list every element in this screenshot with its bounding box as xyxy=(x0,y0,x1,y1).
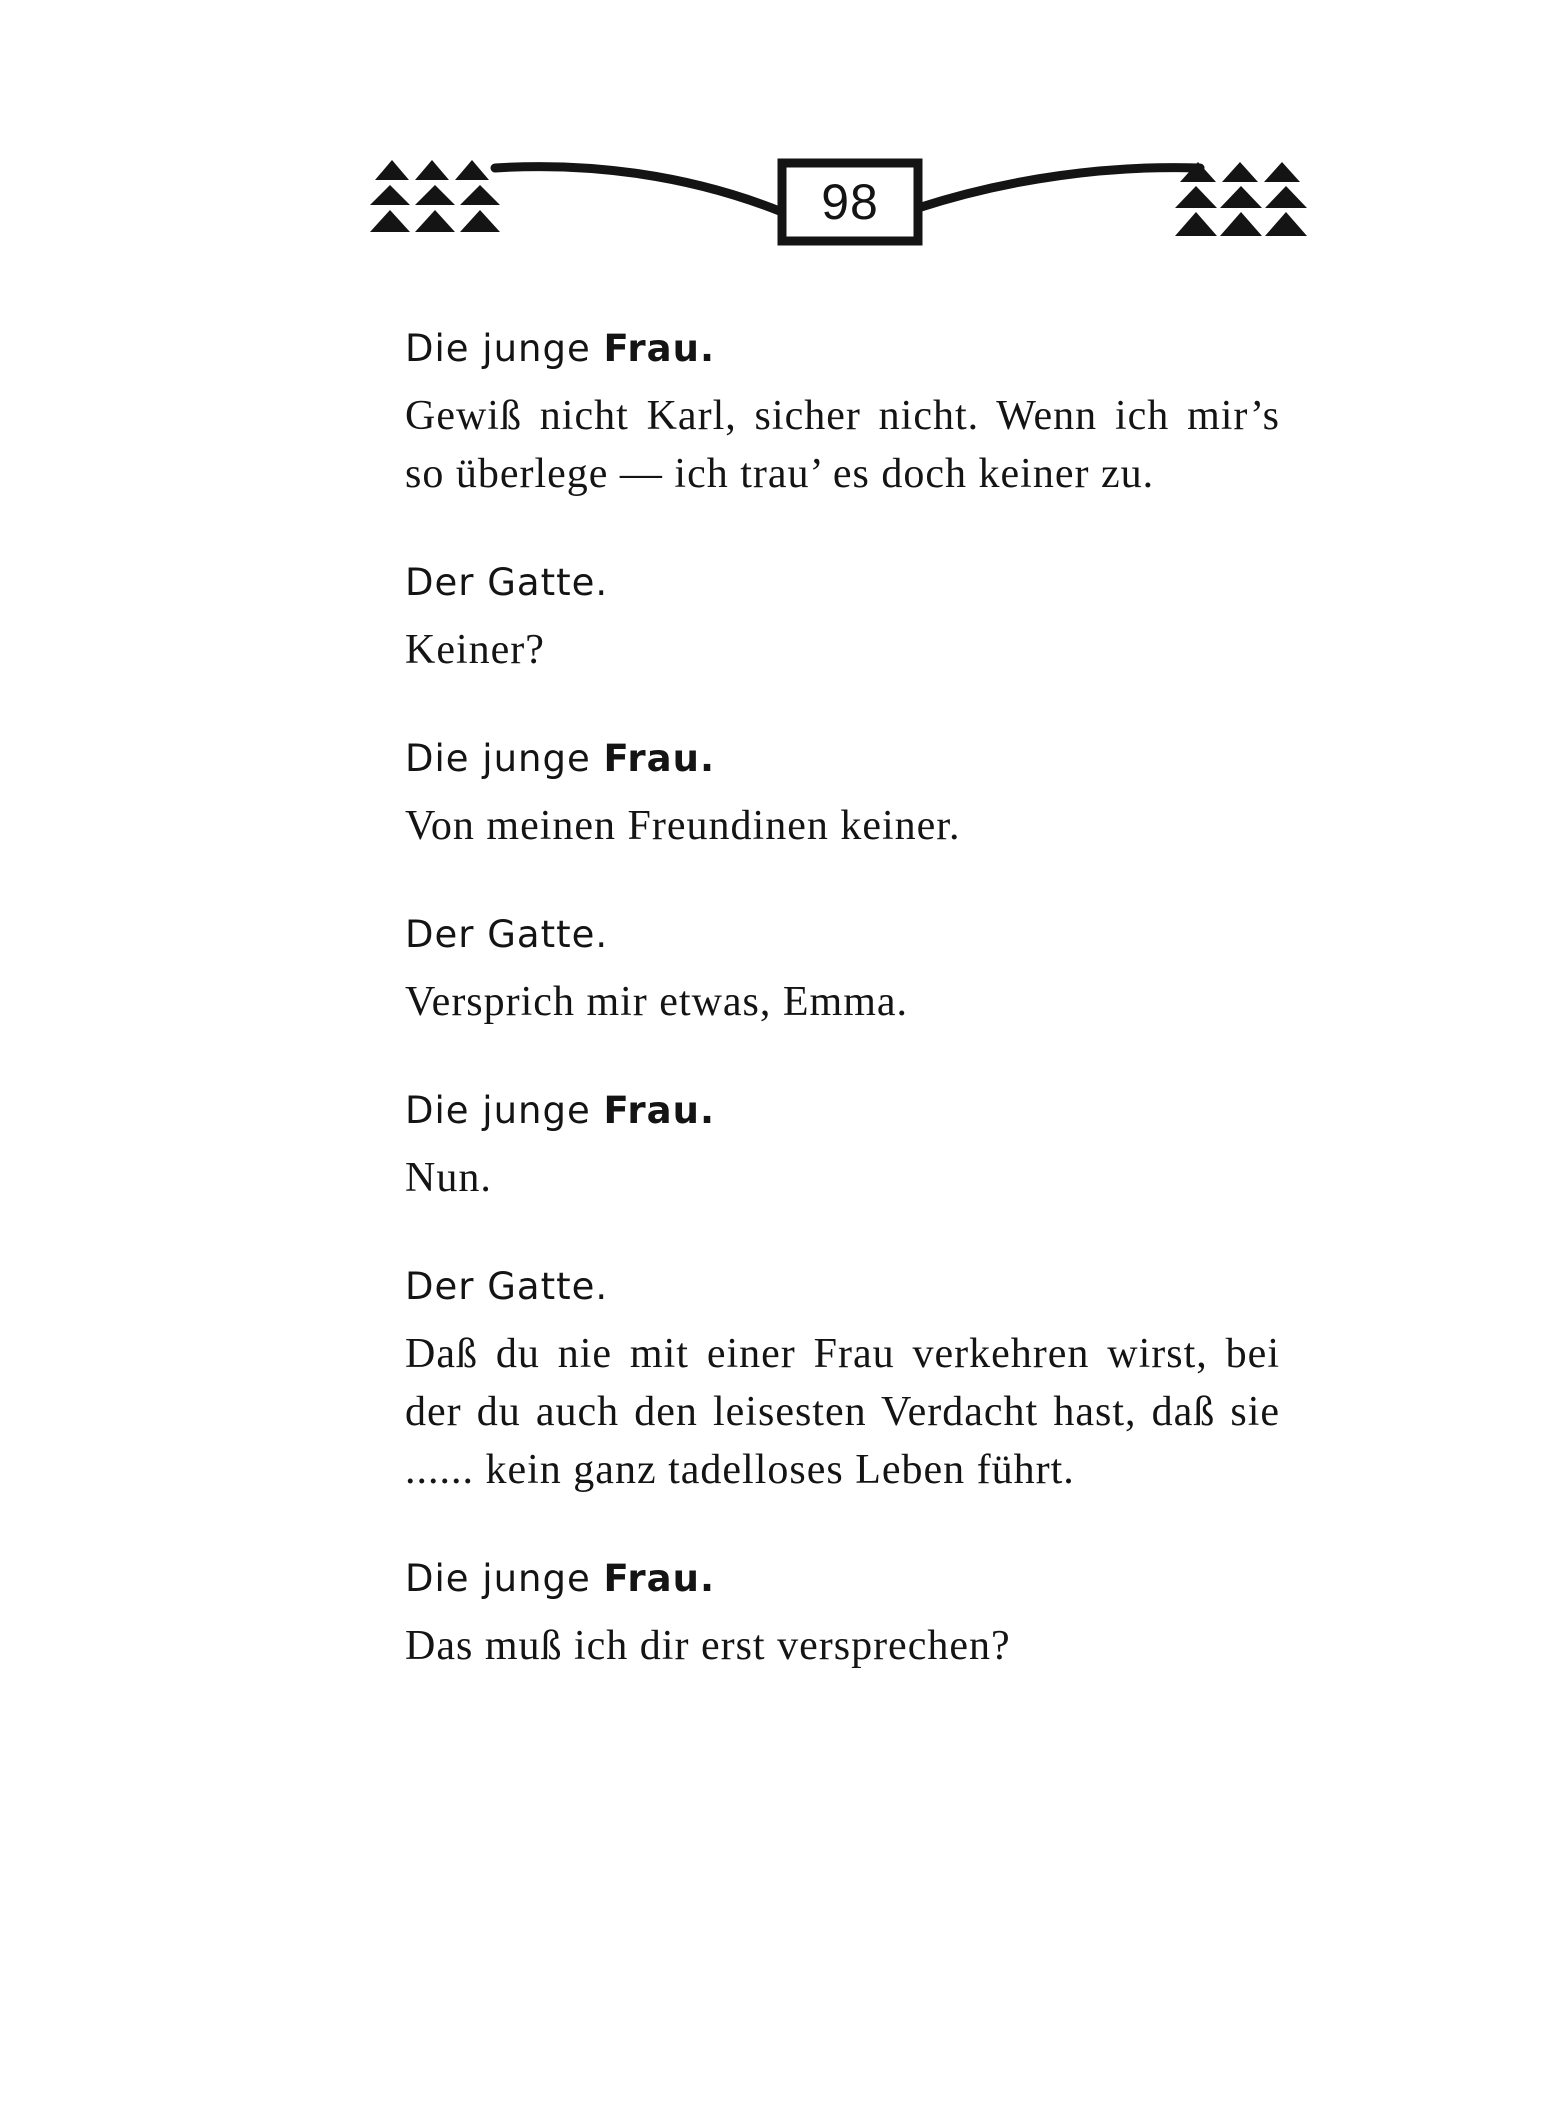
speaker-role: Frau. xyxy=(603,327,716,370)
speaker-label xyxy=(405,1087,1280,1135)
speaker-label xyxy=(405,1555,1280,1603)
speaker-label xyxy=(405,1263,1280,1311)
dialogue-column xyxy=(405,325,1280,1731)
speaker-role: Gatte. xyxy=(487,561,609,604)
speech-text: Keiner? xyxy=(405,627,545,673)
dialogue-block xyxy=(405,1087,1280,1207)
speech-text: Von meinen Freundinen keiner. xyxy=(405,803,961,849)
spade-cluster-right-icon xyxy=(1175,162,1307,236)
speech-text: Versprich mir etwas, Emma. xyxy=(405,979,909,1025)
dialogue-block xyxy=(405,735,1280,855)
speaker-name: Die junge xyxy=(405,1089,591,1132)
speaker-label xyxy=(405,735,1280,783)
spade-cluster-left-icon xyxy=(370,160,500,232)
dialogue-block xyxy=(405,325,1280,503)
dialogue-block xyxy=(405,559,1280,679)
speaker-role: Frau. xyxy=(603,737,716,780)
speaker-name: Der xyxy=(405,913,475,956)
speaker-label xyxy=(405,559,1280,607)
speaker-name: Die junge xyxy=(405,1557,591,1600)
speaker-name: Der xyxy=(405,1265,475,1308)
speech-text: Daß du nie mit einer Frau verkehren wirst, bei der du auch den leisesten Verdacht hast, daß sie ...... kein ganz tadelloses Leben führt. xyxy=(405,1331,1280,1493)
dialogue-block xyxy=(405,1263,1280,1499)
speaker-role: Gatte. xyxy=(487,913,609,956)
swoosh-left xyxy=(495,167,782,212)
dialogue-block xyxy=(405,911,1280,1031)
speaker-role: Gatte. xyxy=(487,1265,609,1308)
speaker-label xyxy=(405,911,1280,959)
swoosh-right xyxy=(918,168,1200,208)
dialogue-block xyxy=(405,1555,1280,1675)
speech-text: Das muß ich dir erst versprechen? xyxy=(405,1623,1011,1669)
speaker-label xyxy=(405,325,1280,373)
speech-text: Gewiß nicht Karl, sicher nicht. Wenn ich mir’s so überlege — ich trau’ es doch keiner zu. xyxy=(405,393,1280,497)
speaker-role: Frau. xyxy=(603,1557,716,1600)
speaker-name: Die junge xyxy=(405,327,591,370)
speaker-name: Die junge xyxy=(405,737,591,780)
speech-text: Nun. xyxy=(405,1155,492,1201)
speaker-name: Der xyxy=(405,561,475,604)
page-number: 98 xyxy=(821,174,879,230)
speaker-role: Frau. xyxy=(603,1089,716,1132)
